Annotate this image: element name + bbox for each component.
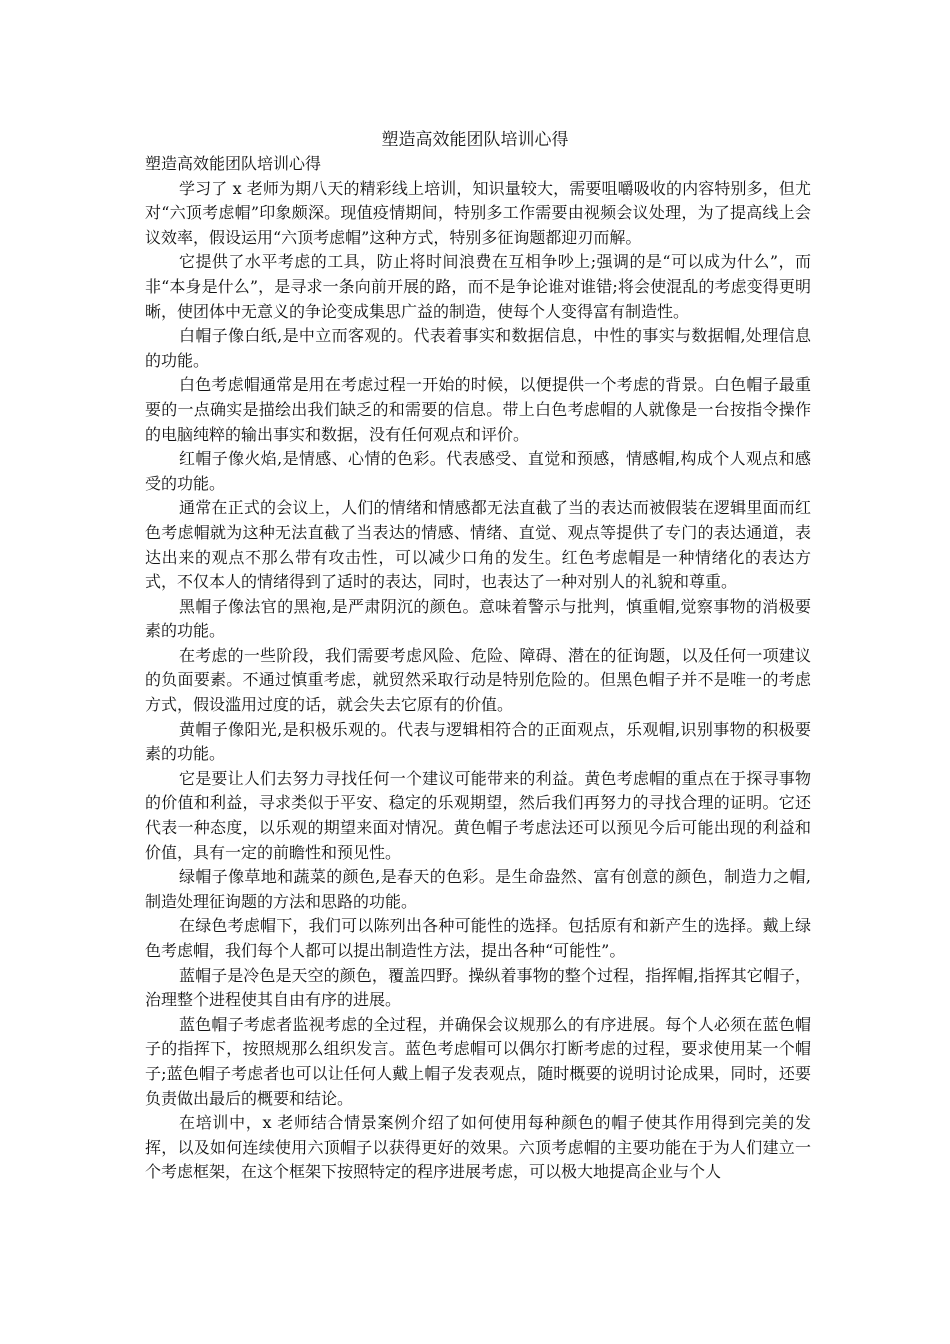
paragraph-intro: 学习了 x 老师为期八天的精彩线上培训，知识量较大，需要咀嚼吸收的内容特别多，但尤对“六顶考虑帽”印象颇深。现值疫情期间，特别多工作需要由视频会议处理，为了提高线上会议效率，假设运用“六顶考虑帽”这种方式，特别多征询题都迎刃而解。 (145, 178, 811, 247)
paragraph-green-hat-detail: 在绿色考虑帽下，我们可以陈列出各种可能性的选择。包括原有和新产生的选择。戴上绿色考虑帽，我们每个人都可以提出制造性方法，提出各种“可能性”。 (145, 916, 811, 960)
paragraph-lateral-thinking: 它提供了水平考虑的工具，防止将时间浪费在互相争吵上;强调的是“可以成为什么”，而非“本身是什么”，是寻求一条向前开展的路，而不是争论谁对谁错;将会使混乱的考虑变得更明晰，使团体中无意义的争论变成集思广益的制造，使每个人变得富有制造性。 (145, 252, 811, 321)
paragraph-red-hat: 红帽子像火焰,是情感、心情的色彩。代表感受、直觉和预感，情感帽,构成个人观点和感受的功能。 (145, 449, 811, 493)
paragraph-green-hat: 绿帽子像草地和蔬菜的颜色,是春天的色彩。是生命盎然、富有创意的颜色，制造力之帽,制造处理征询题的方法和思路的功能。 (145, 867, 811, 911)
paragraph-training-summary: 在培训中，x 老师结合情景案例介绍了如何使用每种颜色的帽子使其作用得到完美的发挥，以及如何连续使用六顶帽子以获得更好的效果。六顶考虑帽的主要功能在于为人们建立一个考虑框架，在这个框架下按照特定的程序进展考虑，可以极大地提高企业与个人 (145, 1113, 811, 1182)
paragraph-yellow-hat: 黄帽子像阳光,是积极乐观的。代表与逻辑相符合的正面观点，乐观帽,识别事物的积极要素的功能。 (145, 719, 811, 764)
paragraph-blue-hat-detail: 蓝色帽子考虑者监视考虑的全过程，并确保会议规那么的有序进展。每个人必须在蓝色帽子的指挥下，按照规那么组织发言。蓝色考虑帽可以偶尔打断考虑的过程，要求使用某一个帽子;蓝色帽子考虑者也可以让任何人戴上帽子发表观点，随时概要的说明讨论成果，同时，还要负责做出最后的概要和结论。 (145, 1014, 811, 1108)
paragraph-yellow-hat-detail: 它是要让人们去努力寻找任何一个建议可能带来的利益。黄色考虑帽的重点在于探寻事物的价值和利益，寻求类似于平安、稳定的乐观期望，然后我们再努力的寻找合理的证明。它还代表一种态度，以乐观的期望来面对情况。黄色帽子考虑法还可以预见今后可能出现的利益和价值，具有一定的前瞻性和预见性。 (145, 768, 811, 862)
paragraph-white-hat: 白帽子像白纸,是中立而客观的。代表着事实和数据信息，中性的事实与数据帽,处理信息的功能。 (145, 326, 811, 370)
paragraph-black-hat-detail: 在考虑的一些阶段，我们需要考虑风险、危险、障碍、潜在的征询题，以及任何一项建议的负面要素。不通过慎重考虑，就贸然采取行动是特别危险的。但黑色帽子并不是唯一的考虑方式，假设滥用过度的话，就会失去它原有的价值。 (145, 645, 811, 715)
paragraph-white-hat-detail: 白色考虑帽通常是用在考虑过程一开始的时候，以便提供一个考虑的背景。白色帽子最重要的一点确实是描绘出我们缺乏的和需要的信息。带上白色考虑帽的人就像是一台按指令操作的电脑纯粹的输出事实和数据，没有任何观点和评价。 (145, 375, 811, 444)
document-title: 塑造高效能团队培训心得 (381, 130, 569, 150)
paragraph-red-hat-detail: 通常在正式的会议上，人们的情绪和情感都无法直截了当的表达而被假装在逻辑里面而红色考虑帽就为这种无法直截了当表达的情感、情绪、直觉、观点等提供了专门的表达通道，表达出来的观点不那么带有攻击性，可以减少口角的发生。红色考虑帽是一种情绪化的表达方式，不仅本人的情绪得到了适时的表达，同时，也表达了一种对别人的礼貌和尊重。 (145, 498, 811, 592)
document-subtitle: 塑造高效能团队培训心得 (145, 154, 322, 173)
paragraph-blue-hat: 蓝帽子是冷色是天空的颜色，覆盖四野。操纵着事物的整个过程，指挥帽,指挥其它帽子，治理整个进程使其自由有序的进展。 (145, 965, 811, 1010)
document-body (145, 152, 811, 1185)
paragraph-black-hat: 黑帽子像法官的黑袍,是严肃阴沉的颜色。意味着警示与批判，慎重帽,觉察事物的消极要素的功能。 (145, 596, 811, 641)
